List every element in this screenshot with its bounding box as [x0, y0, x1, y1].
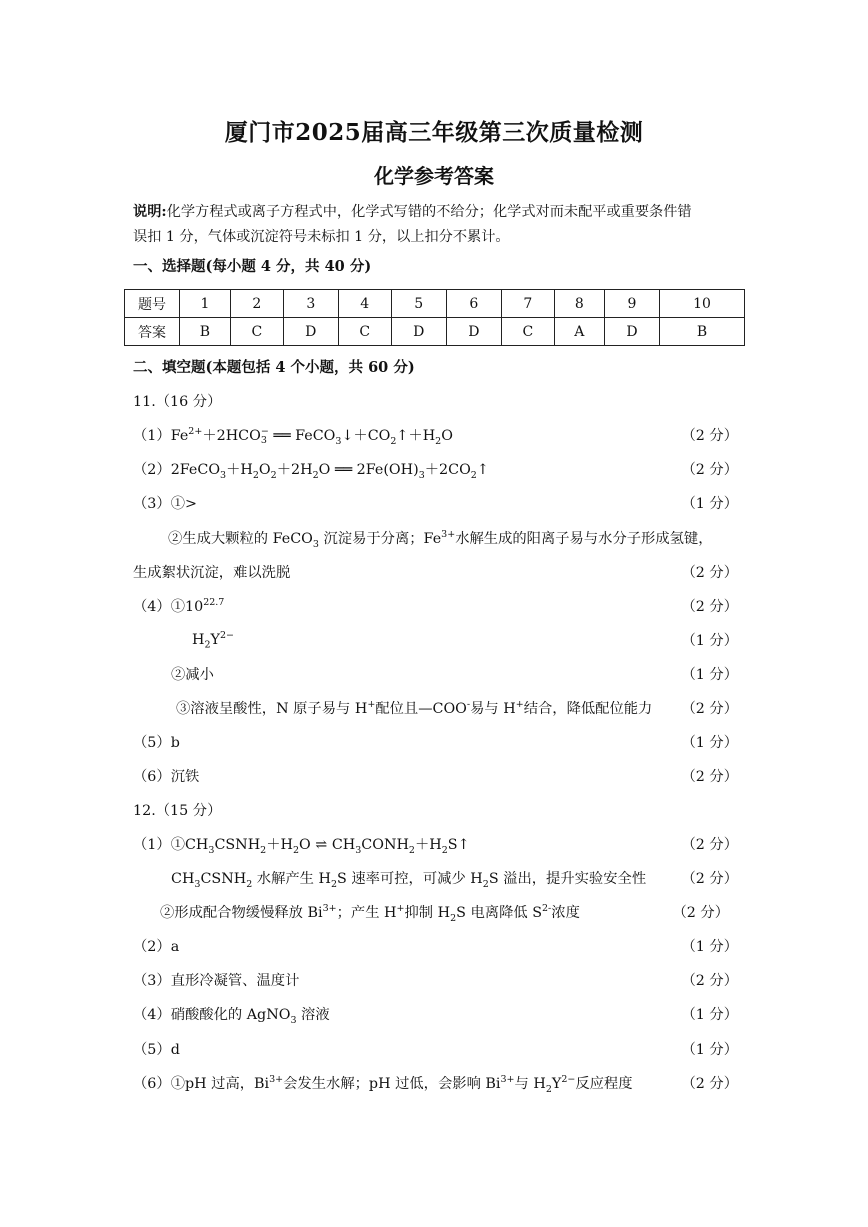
- table-cell: B: [180, 318, 231, 346]
- q11-answer-3-cont: 生成絮状沉淀，难以洗脱: [133, 565, 291, 581]
- q11-answer-4-part2: ②减小: [171, 667, 214, 683]
- table-row-label: 答案: [125, 318, 180, 346]
- table-cell: 5: [391, 290, 446, 318]
- q12-answer-4: （4）硝酸酸化的 AgNO$_3$ 溶液: [133, 1007, 330, 1026]
- score-label: （1 分）: [681, 667, 738, 683]
- table-cell: D: [391, 318, 446, 346]
- q11-answer-4-species: $H_2Y^{2-}$: [192, 630, 234, 651]
- note-label: 说明:: [133, 204, 167, 220]
- score-label: （2 分）: [681, 1076, 738, 1092]
- table-cell: 2: [230, 290, 283, 318]
- table-cell: D: [283, 318, 338, 346]
- table-cell: C: [230, 318, 283, 346]
- score-label: （1 分）: [681, 735, 738, 751]
- score-label: （2 分）: [672, 905, 729, 921]
- section-2-title: 二、填空题(本题包括 4 个小题，共 60 分): [133, 359, 415, 376]
- table-cell: 7: [501, 290, 554, 318]
- table-row-answers: [125, 318, 745, 346]
- answer-table: [124, 289, 745, 346]
- score-label: （1 分）: [681, 1007, 738, 1023]
- score-label: （2 分）: [681, 565, 738, 581]
- table-cell: 10: [660, 290, 745, 318]
- table-cell: 1: [180, 290, 231, 318]
- note-text-2: 误扣 1 分，气体或沉淀符号未标扣 1 分，以上扣分不累计。: [133, 229, 510, 245]
- score-label: （2 分）: [681, 599, 738, 615]
- score-label: （2 分）: [681, 837, 738, 853]
- q12-answer-5: （5）d: [133, 1042, 180, 1058]
- q11-answer-4: $(4)①10^{22.7}$: [133, 597, 225, 615]
- table-cell: C: [338, 318, 391, 346]
- q12-answer-2: （2）a: [133, 939, 180, 955]
- score-label: （2 分）: [681, 973, 738, 989]
- q12-answer-6: （6）①pH 过高，$Bi^{3+}$会发生水解；pH 过低，会影响 $Bi^{3+}$与 $H_2Y^{2-}$反应程度: [133, 1074, 633, 1095]
- q11-answer-2: $(2)2FeCO_3+H_2O_2+2H_2O$ ══ $2Fe(OH)_3+2CO_2↑$: [133, 462, 489, 481]
- table-cell: B: [660, 318, 745, 346]
- q12-answer-3: （3）直形冷凝管、温度计: [133, 973, 300, 989]
- section-1-title: 一、选择题(每小题 4 分，共 40 分): [133, 258, 372, 275]
- table-cell: 6: [446, 290, 501, 318]
- q11-answer-3-part2: ②生成大颗粒的 FeCO$_3$ 沉淀易于分离；$Fe^{3+}$水解生成的阳离子易与水分子形成氢键，: [168, 529, 713, 550]
- page-title: 厦门市2025届高三年级第三次质量检测: [224, 119, 644, 146]
- score-label: （2 分）: [681, 871, 738, 887]
- table-cell: D: [604, 318, 659, 346]
- q11-answer-3: （3）①>: [133, 496, 197, 512]
- table-cell: C: [501, 318, 554, 346]
- q12-answer-1-part2: ②形成配合物缓慢释放 $Bi^{3+}$；产生 H+抑制 $H_2S$ 电离降低 $S^{2-}$浓度: [160, 903, 580, 924]
- table-cell: 9: [604, 290, 659, 318]
- q12-answer-1-explain: $CH_3CSNH_2$ 水解产生 $H_2S$ 速率可控，可减少 $H_2S$ 溢出，提升实验安全性: [171, 871, 647, 890]
- q11-header: 11.（16 分）: [133, 394, 222, 410]
- score-label: （2 分）: [681, 701, 738, 717]
- table-cell: 4: [338, 290, 391, 318]
- score-label: （2 分）: [681, 428, 738, 444]
- note-text-1: 化学方程式或离子方程式中，化学式写错的不给分；化学式对而未配平或重要条件错: [166, 204, 692, 220]
- instructions-note: [133, 200, 743, 250]
- table-cell: 8: [554, 290, 604, 318]
- score-label: （2 分）: [681, 769, 738, 785]
- score-label: （1 分）: [681, 939, 738, 955]
- q11-answer-5: （5）b: [133, 735, 180, 751]
- q11-answer-4-part3: ③溶液呈酸性，N 原子易与 H+配位且—COO-易与 H+结合，降低配位能力: [176, 699, 653, 717]
- score-label: （1 分）: [681, 496, 738, 512]
- q11-answer-6: （6）沉铁: [133, 769, 200, 785]
- page-subtitle: 化学参考答案: [374, 164, 494, 188]
- score-label: （1 分）: [681, 1042, 738, 1058]
- table-cell: 3: [283, 290, 338, 318]
- q12-answer-1: $(1)①CH_3CSNH_2+H_2O$ ⇌ $CH_3CONH_2+H_2S↑$: [133, 837, 470, 856]
- table-row-numbers: [125, 290, 745, 318]
- q12-header: 12.（15 分）: [133, 803, 222, 819]
- table-cell: A: [554, 318, 604, 346]
- score-label: （2 分）: [681, 462, 738, 478]
- table-row-label: 题号: [125, 290, 180, 318]
- table-cell: D: [446, 318, 501, 346]
- q11-answer-1: $(1)Fe^{2+}+2HCO$ − 3 ══ $FeCO_3↓+CO_2↑+H_2O$: [133, 426, 453, 447]
- score-label: （1 分）: [681, 633, 738, 649]
